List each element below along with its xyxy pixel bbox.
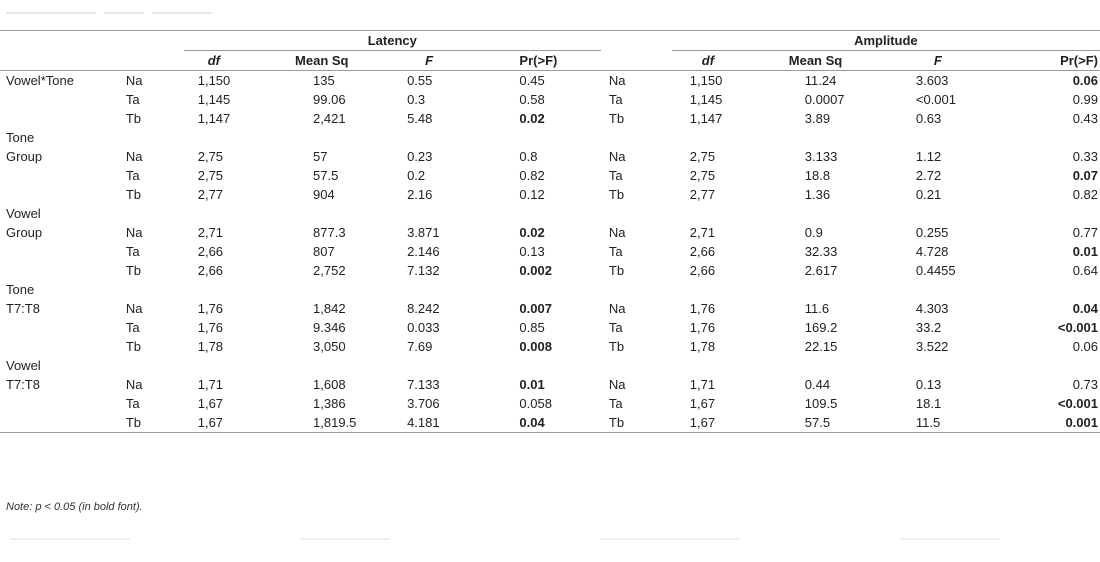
latency-f: 7.132 [407, 263, 440, 278]
amplitude-component: Tb [608, 111, 625, 126]
amplitude-component: Na [608, 377, 626, 392]
latency-df-header: df [207, 53, 221, 68]
latency-df: 2,66 [197, 263, 224, 278]
latency-f: 4.181 [407, 415, 440, 430]
latency-pr: 0.002 [519, 263, 552, 278]
amplitude-df: 1,147 [689, 111, 723, 126]
latency-f: 0.55 [407, 73, 433, 88]
amplitude-f: 11.5 [915, 415, 941, 430]
empty-cell [126, 280, 1100, 299]
row-label: Group [6, 225, 43, 240]
amplitude-component: Ta [608, 168, 623, 183]
table-row [0, 337, 1100, 356]
amplitude-df: 2,77 [689, 187, 716, 202]
blank-header-cell [0, 51, 126, 71]
amplitude-pr: 0.77 [1072, 225, 1098, 240]
latency-df: 1,67 [197, 396, 224, 411]
row-label: Vowel*Tone [6, 73, 74, 88]
latency-component: Na [125, 149, 143, 164]
amplitude-meansq: 2.617 [804, 263, 838, 278]
row-label: Vowel [6, 206, 41, 221]
amplitude-df: 1,67 [689, 415, 716, 430]
latency-meansq: 135 [313, 73, 335, 88]
table-row [0, 109, 1100, 128]
amplitude-component: Na [608, 301, 626, 316]
amplitude-df: 1,71 [689, 377, 716, 392]
latency-pr: 0.45 [519, 73, 545, 88]
amplitude-component: Ta [608, 92, 623, 107]
amplitude-pr: 0.001 [1065, 415, 1098, 430]
latency-pr: 0.02 [519, 225, 545, 240]
latency-pr: 0.13 [519, 244, 545, 259]
table-row [0, 71, 1100, 91]
latency-meansq-header: Mean Sq [295, 53, 349, 68]
amplitude-meansq-header: Mean Sq [788, 53, 843, 68]
row-label [0, 394, 126, 413]
latency-meansq: 2,752 [313, 263, 346, 278]
amplitude-meansq: 0.0007 [804, 92, 845, 107]
blank-header-cell [0, 31, 126, 51]
latency-df: 2,75 [197, 168, 224, 183]
latency-df: 1,67 [197, 415, 224, 430]
table-row [0, 90, 1100, 109]
row-label: Vowel [6, 358, 41, 373]
latency-component: Na [125, 73, 143, 88]
blank-header-cell [601, 51, 672, 71]
latency-pr: 0.01 [519, 377, 545, 392]
amplitude-df-header: df [701, 53, 715, 68]
row-label: Tone [6, 282, 35, 297]
latency-component: Na [125, 225, 143, 240]
amplitude-pr: 0.43 [1072, 111, 1098, 126]
latency-component: Ta [125, 244, 140, 259]
latency-f: 0.2 [407, 168, 426, 183]
latency-df: 1,71 [197, 377, 224, 392]
amplitude-component: Tb [608, 339, 625, 354]
latency-pr: 0.04 [519, 415, 545, 430]
latency-meansq: 807 [313, 244, 335, 259]
amplitude-df: 1,76 [689, 320, 716, 335]
amplitude-f-header: F [933, 53, 942, 68]
latency-pr: 0.058 [519, 396, 552, 411]
row-label [0, 242, 126, 261]
latency-component: Ta [125, 168, 140, 183]
amplitude-f: 4.303 [915, 301, 949, 316]
row-label [0, 337, 126, 356]
table-row [0, 375, 1100, 394]
latency-pr-header: Pr(>F) [519, 53, 558, 68]
table-row [0, 166, 1100, 185]
blank-header-cell [126, 31, 184, 51]
latency-component: Na [125, 301, 143, 316]
latency-df: 1,147 [197, 111, 231, 126]
amplitude-df: 2,75 [689, 168, 716, 183]
amplitude-df: 1,78 [689, 339, 716, 354]
table-row [0, 413, 1100, 433]
amplitude-meansq: 18.8 [804, 168, 831, 183]
row-label [0, 185, 126, 204]
amplitude-pr: 0.33 [1072, 149, 1098, 164]
latency-f: 3.871 [407, 225, 440, 240]
amplitude-meansq: 22.15 [804, 339, 838, 354]
latency-pr: 0.58 [519, 92, 545, 107]
latency-component: Tb [125, 339, 141, 354]
latency-f: 7.69 [407, 339, 433, 354]
amplitude-meansq: 169.2 [804, 320, 838, 335]
latency-df: 1,150 [197, 73, 231, 88]
amplitude-f: <0.001 [915, 92, 956, 107]
latency-component: Tb [125, 187, 141, 202]
latency-meansq: 9.346 [313, 320, 346, 335]
amplitude-f: 18.1 [915, 396, 942, 411]
latency-f: 8.242 [407, 301, 440, 316]
amplitude-pr: 0.73 [1072, 377, 1098, 392]
table-note: Note: p < 0.05 (in bold font). [6, 501, 143, 513]
amplitude-pr: 0.07 [1072, 168, 1098, 183]
table-row [0, 318, 1100, 337]
amplitude-meansq: 1.36 [804, 187, 831, 202]
latency-df: 2,77 [197, 187, 224, 202]
amplitude-pr: 0.06 [1072, 73, 1098, 88]
latency-meansq: 57 [313, 149, 328, 164]
table-row [0, 242, 1100, 261]
latency-f: 2.146 [407, 244, 440, 259]
latency-component: Ta [125, 320, 140, 335]
table-row [0, 147, 1100, 166]
latency-df: 1,76 [197, 320, 224, 335]
latency-meansq: 57.5 [313, 168, 339, 183]
latency-meansq: 2,421 [313, 111, 346, 126]
faded-footer-artifact [0, 530, 1100, 550]
amplitude-component: Na [608, 225, 626, 240]
row-label [0, 90, 126, 109]
section-header-row [0, 356, 1100, 375]
amplitude-pr: <0.001 [1057, 320, 1098, 335]
amplitude-meansq: 3.89 [804, 111, 831, 126]
latency-meansq: 1,386 [313, 396, 346, 411]
latency-f: 2.16 [407, 187, 433, 202]
blank-header-cell [601, 31, 672, 51]
table-row [0, 261, 1100, 280]
amplitude-f: 0.4455 [915, 263, 956, 278]
amplitude-component: Tb [608, 263, 625, 278]
latency-pr: 0.85 [519, 320, 545, 335]
amplitude-meansq: 11.24 [804, 73, 837, 88]
amplitude-component: Ta [608, 320, 623, 335]
row-label [0, 261, 126, 280]
latency-f: 0.033 [407, 320, 440, 335]
table-body [0, 71, 1100, 433]
amplitude-meansq: 57.5 [804, 415, 831, 430]
amplitude-meansq: 3.133 [804, 149, 838, 164]
table-row [0, 299, 1100, 318]
amplitude-pr: 0.64 [1072, 263, 1098, 278]
latency-meansq: 1,819.5 [313, 415, 357, 430]
faded-caption-artifact [6, 4, 266, 14]
amplitude-meansq: 11.6 [804, 301, 830, 316]
latency-pr: 0.02 [519, 111, 545, 126]
latency-component: Ta [125, 396, 140, 411]
latency-df: 2,75 [197, 149, 224, 164]
latency-meansq: 877.3 [313, 225, 346, 240]
amplitude-f: 3.522 [915, 339, 949, 354]
amplitude-component: Na [608, 73, 626, 88]
amplitude-group-header: Amplitude [672, 31, 1100, 51]
table-row [0, 185, 1100, 204]
amplitude-pr: 0.01 [1072, 244, 1098, 259]
section-header-row [0, 128, 1100, 147]
amplitude-df: 1,67 [689, 396, 716, 411]
amplitude-f: 4.728 [915, 244, 949, 259]
amplitude-f: 0.63 [915, 111, 942, 126]
amplitude-component: Tb [608, 415, 625, 430]
latency-meansq: 1,608 [313, 377, 346, 392]
latency-component: Tb [125, 263, 141, 278]
latency-df: 1,78 [197, 339, 224, 354]
amplitude-f: 0.21 [915, 187, 942, 202]
amplitude-pr-header: Pr(>F) [1060, 53, 1098, 68]
latency-df: 1,76 [197, 301, 224, 316]
amplitude-df: 2,66 [689, 244, 716, 259]
amplitude-df: 2,75 [689, 149, 716, 164]
latency-df: 2,71 [197, 225, 224, 240]
latency-component: Ta [125, 92, 140, 107]
amplitude-meansq: 109.5 [804, 396, 838, 411]
latency-group-header: Latency [184, 31, 601, 51]
latency-meansq: 3,050 [313, 339, 346, 354]
amplitude-pr: 0.06 [1072, 339, 1098, 354]
amplitude-f: 33.2 [915, 320, 942, 335]
amplitude-pr: 0.99 [1072, 92, 1098, 107]
amplitude-f: 3.603 [915, 73, 949, 88]
latency-component: Tb [125, 111, 141, 126]
latency-component: Tb [125, 415, 141, 430]
latency-pr: 0.12 [519, 187, 545, 202]
amplitude-pr: <0.001 [1057, 396, 1098, 411]
section-header-row [0, 280, 1100, 299]
latency-meansq: 1,842 [313, 301, 346, 316]
latency-df: 1,145 [197, 92, 231, 107]
amplitude-f: 2.72 [915, 168, 942, 183]
empty-cell [126, 204, 1100, 223]
amplitude-df: 1,150 [689, 73, 723, 88]
amplitude-f: 0.255 [915, 225, 949, 240]
latency-pr: 0.008 [519, 339, 552, 354]
latency-df: 2,66 [197, 244, 224, 259]
row-label: Tone [6, 130, 35, 145]
amplitude-meansq: 0.44 [804, 377, 831, 392]
amplitude-df: 1,145 [689, 92, 723, 107]
amplitude-pr: 0.82 [1072, 187, 1098, 202]
latency-f: 0.23 [407, 149, 433, 164]
table-row [0, 223, 1100, 242]
amplitude-meansq: 0.9 [804, 225, 823, 240]
latency-f: 5.48 [407, 111, 433, 126]
empty-cell [126, 356, 1100, 375]
latency-f-header: F [425, 53, 434, 68]
table-row [0, 394, 1100, 413]
amplitude-component: Ta [608, 396, 623, 411]
latency-pr: 0.82 [519, 168, 545, 183]
row-label: Group [6, 149, 43, 164]
latency-meansq: 904 [313, 187, 335, 202]
amplitude-f: 1.12 [915, 149, 942, 164]
latency-f: 0.3 [407, 92, 426, 107]
section-header-row [0, 204, 1100, 223]
amplitude-pr: 0.04 [1072, 301, 1098, 316]
anova-table [0, 30, 1100, 433]
amplitude-f: 0.13 [915, 377, 942, 392]
latency-f: 3.706 [407, 396, 440, 411]
latency-pr: 0.8 [519, 149, 538, 164]
amplitude-df: 2,66 [689, 263, 716, 278]
amplitude-df: 2,71 [689, 225, 716, 240]
amplitude-component: Tb [608, 187, 625, 202]
row-label: T7:T8 [6, 377, 40, 392]
latency-pr: 0.007 [519, 301, 552, 316]
blank-header-cell [126, 51, 184, 71]
latency-component: Na [125, 377, 143, 392]
row-label [0, 318, 126, 337]
latency-f: 7.133 [407, 377, 440, 392]
amplitude-df: 1,76 [689, 301, 716, 316]
amplitude-component: Ta [608, 244, 623, 259]
amplitude-component: Na [608, 149, 626, 164]
amplitude-meansq: 32.33 [804, 244, 838, 259]
row-label: T7:T8 [6, 301, 40, 316]
row-label [0, 413, 126, 433]
latency-meansq: 99.06 [313, 92, 346, 107]
row-label [0, 166, 126, 185]
empty-cell [126, 128, 1100, 147]
row-label [0, 109, 126, 128]
